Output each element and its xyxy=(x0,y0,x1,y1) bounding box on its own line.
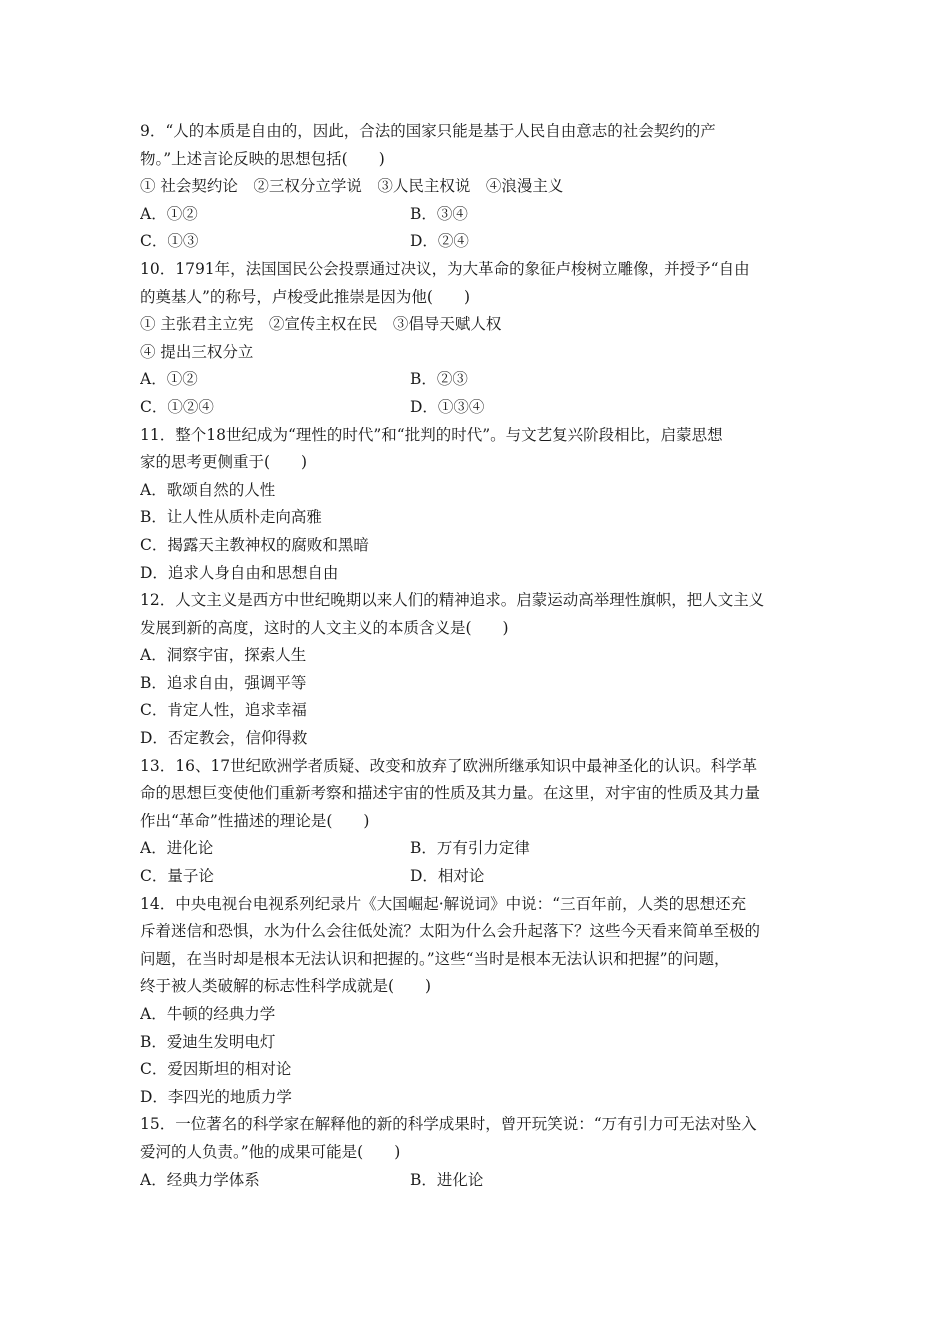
option-a: A．经典力学体系 xyxy=(140,1170,260,1189)
option-row xyxy=(140,394,820,422)
question-stem: 发展到新的高度，这时的人文主义的本质含义是( ) xyxy=(140,618,509,637)
option-a: A．进化论 xyxy=(140,839,214,858)
option-row xyxy=(140,201,820,229)
question-stem: 作出“革命”性描述的理论是( ) xyxy=(140,811,370,830)
option-a: A．①② xyxy=(140,370,198,389)
option-c: C．量子论 xyxy=(140,867,214,886)
option-a: A．牛顿的经典力学 xyxy=(140,1005,276,1023)
option-row xyxy=(140,863,820,891)
question-stem: 15．一位著名的科学家在解释他的新的科学成果时，曾开玩笑说：“万有引力可无法对坠入 xyxy=(140,1115,757,1134)
question-stem: 家的思考更侧重于( ) xyxy=(140,453,308,472)
question-13 xyxy=(140,753,820,891)
option-row xyxy=(140,1167,820,1195)
question-stem: 斥着迷信和恐惧，水为什么会往低处流？太阳为什么会升起落下？这些今天看来简单至极的 xyxy=(140,922,761,941)
option-d: D．相对论 xyxy=(410,867,485,886)
option-a: A．洞察宇宙，探索人生 xyxy=(140,646,307,665)
option-d: D．①③④ xyxy=(410,397,485,416)
option-b: B．进化论 xyxy=(410,1170,484,1189)
option-c: C．揭露天主教神权的腐败和黑暗 xyxy=(140,535,369,554)
question-stem: 物。”上述言论反映的思想包括( ) xyxy=(140,149,385,168)
question-stem: 的奠基人”的称号，卢梭受此推崇是因为他( ) xyxy=(140,287,471,306)
option-c: C．①③ xyxy=(140,232,199,251)
option-a: A．歌颂自然的人性 xyxy=(140,480,276,499)
option-a: A．①② xyxy=(140,204,198,223)
question-14 xyxy=(140,891,820,1112)
option-row xyxy=(140,835,820,863)
question-stem: 9．“人的本质是自由的，因此，合法的国家只能是基于人民自由意志的社会契约的产 xyxy=(140,122,716,140)
option-row xyxy=(140,366,820,394)
question-stem: 命的思想巨变使他们重新考察和描述宇宙的性质及其力量。在这里，对宇宙的性质及其力量 xyxy=(140,784,761,803)
option-d: D．李四光的地质力学 xyxy=(140,1087,292,1106)
question-items: ① 主张君主立宪 ②宣传主权在民 ③倡导天赋人权 xyxy=(140,315,502,334)
option-c: C．爱因斯坦的相对论 xyxy=(140,1060,292,1079)
question-stem: 10．1791年，法国国民公会投票通过决议，为大革命的象征卢梭树立雕像，并授予“自由 xyxy=(140,259,750,278)
question-stem: 爱河的人负责。”他的成果可能是( ) xyxy=(140,1142,401,1161)
option-b: B．爱迪生发明电灯 xyxy=(140,1032,276,1051)
option-b: B．让人性从质朴走向高雅 xyxy=(140,508,322,527)
option-d: D．追求人身自由和思想自由 xyxy=(140,563,339,582)
option-d: D．否定教会，信仰得救 xyxy=(140,729,308,748)
question-stem: 终于被人类破解的标志性科学成就是( ) xyxy=(140,977,432,996)
question-items: ① 社会契约论 ②三权分立学说 ③人民主权说 ④浪漫主义 xyxy=(140,177,564,196)
option-c: C．肯定人性，追求幸福 xyxy=(140,701,307,720)
option-b: B．②③ xyxy=(410,370,468,389)
question-stem: 11．整个18世纪成为“理性的时代”和“批判的时代”。与文艺复兴阶段相比，启蒙思想 xyxy=(140,425,723,444)
option-c: C．①②④ xyxy=(140,397,214,416)
option-b: B．③④ xyxy=(410,204,468,223)
question-15 xyxy=(140,1111,820,1194)
question-11 xyxy=(140,422,820,588)
question-stem: 14．中央电视台电视系列纪录片《大国崛起·解说词》中说：“三百年前，人类的思想还充 xyxy=(140,894,747,913)
question-12 xyxy=(140,587,820,753)
question-9 xyxy=(140,118,820,256)
question-stem: 问题，在当时却是根本无法认识和把握的。”这些“当时是根本无法认识和把握”的问题， xyxy=(140,949,730,968)
option-row xyxy=(140,228,820,256)
option-b: B．追求自由，强调平等 xyxy=(140,673,307,692)
question-stem: 12．人文主义是西方中世纪晚期以来人们的精神追求。启蒙运动高举理性旗帜，把人文主义 xyxy=(140,591,765,610)
option-d: D．②④ xyxy=(410,232,469,251)
option-b: B．万有引力定律 xyxy=(410,839,530,858)
exam-page xyxy=(140,118,820,1194)
question-items: ④ 提出三权分立 xyxy=(140,342,254,361)
question-stem: 13．16、17世纪欧洲学者质疑、改变和放弃了欧洲所继承知识中最神圣化的认识。科学革 xyxy=(140,756,758,775)
question-10 xyxy=(140,256,820,422)
